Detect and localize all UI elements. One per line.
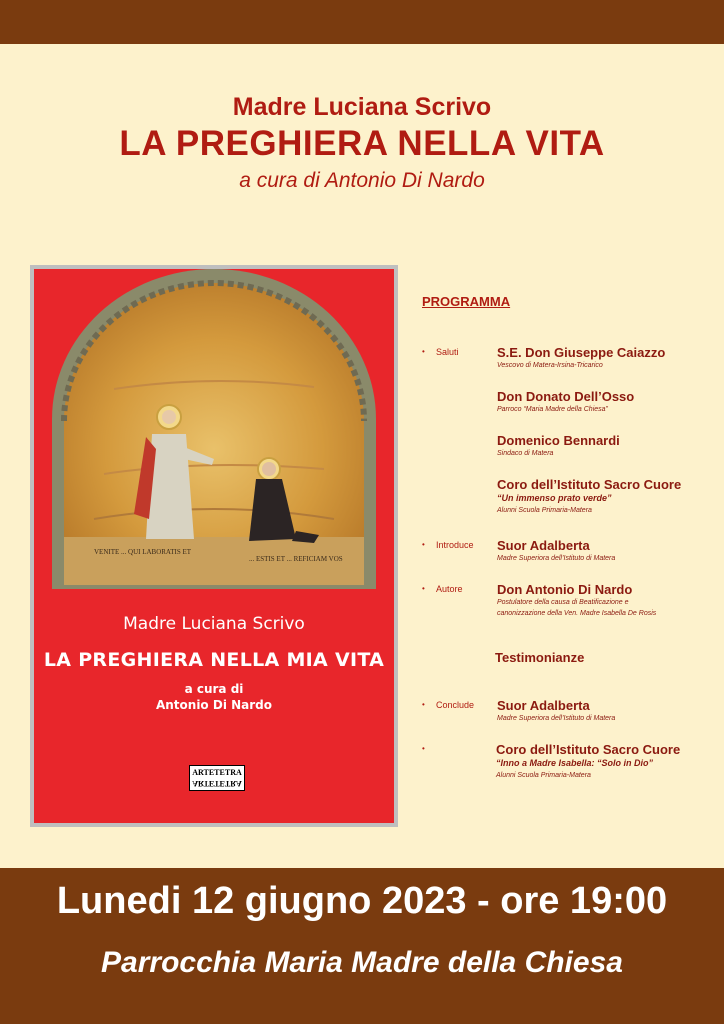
bullet-icon: •: [422, 700, 425, 709]
speaker-title: Madre Superiora dell’Istituto di Matera: [497, 715, 616, 722]
bullet-icon: •: [422, 540, 425, 549]
book-cover-curator: [34, 681, 394, 713]
book-cover-curator-line1: a cura di: [184, 682, 244, 696]
bullet-icon: •: [422, 347, 425, 356]
publisher-logo: [189, 765, 245, 791]
speaker-title: Alunni Scuola Primaria-Matera: [497, 507, 592, 514]
book-cover-curator-line2: Antonio Di Nardo: [155, 698, 273, 712]
bottom-banner: [0, 868, 724, 1024]
speaker-name: Coro dell’Istituto Sacro Cuore: [496, 742, 681, 757]
speaker-name: Domenico Bennardi: [497, 433, 620, 448]
entry-coro2: [496, 742, 680, 781]
role-autore: Autore: [436, 584, 463, 594]
painting-inscription-right: ... ESTIS ET ... REFICIAM VOS: [249, 555, 343, 563]
role-conclude: Conclude: [436, 700, 475, 710]
event-date: Lunedi 12 giugno 2023 - ore 19:00: [56, 880, 668, 922]
entry-bennardi: [497, 433, 620, 459]
speaker-name: Don Donato Dell’Osso: [497, 389, 635, 404]
book-cover-title: LA PREGHIERA NELLA MIA VITA: [43, 649, 385, 671]
speaker-title: Sindaco di Matera: [497, 450, 554, 457]
book-cover: [30, 265, 398, 827]
entry-adalberta1: [497, 538, 615, 564]
speaker-title: Vescovo di Matera-Irsina-Tricarico: [497, 362, 603, 369]
speaker-name: Don Antonio Di Nardo: [497, 582, 633, 597]
role-introduce: Introduce: [436, 540, 474, 550]
title-block: [0, 92, 724, 196]
speaker-title-line2: canonizzazione della Ven. Madre Isabella De Rosis: [497, 610, 657, 617]
entry-caiazzo: [497, 345, 665, 371]
book-cover-painting: [34, 269, 394, 599]
header-title: LA PREGHIERA NELLA VITA: [119, 124, 605, 163]
top-banner: [0, 0, 724, 44]
program-heading: PROGRAMMA: [422, 294, 511, 309]
testimonianze-heading: Testimonianze: [495, 650, 585, 665]
entry-dellosso: [497, 389, 634, 415]
role-saluti: Saluti: [436, 347, 459, 357]
speaker-title: Alunni Scuola Primaria-Matera: [496, 772, 591, 779]
bullet-icon: •: [422, 584, 425, 593]
song-title: “Inno a Madre Isabella: “Solo in Dio”: [496, 758, 654, 768]
speaker-name: Coro dell’Istituto Sacro Cuore: [497, 477, 682, 492]
speaker-name: Suor Adalberta: [497, 538, 590, 553]
event-place: Parrocchia Maria Madre della Chiesa: [101, 946, 623, 979]
entry-adalberta2: [497, 698, 615, 724]
speaker-name: Suor Adalberta: [497, 698, 590, 713]
book-cover-author: Madre Luciana Scrivo: [123, 614, 305, 634]
song-title: “Un immenso prato verde”: [497, 493, 612, 503]
speaker-name: S.E. Don Giuseppe Caiazzo: [497, 345, 666, 360]
header-curator: a cura di Antonio Di Nardo: [239, 169, 485, 192]
publisher-name-mirrored: ARTETETRA: [192, 779, 242, 788]
painting-inscription-left: VENITE ... QUI LABORATIS ET: [94, 548, 192, 556]
entry-coro1: [497, 477, 681, 516]
bullet-icon: •: [422, 744, 425, 753]
publisher-name: ARTETETRA: [192, 768, 242, 777]
header-author: Madre Luciana Scrivo: [232, 93, 492, 121]
speaker-title-line1: Postulatore della causa di Beatificazione e: [497, 599, 629, 606]
speaker-title: Madre Superiora dell’Istituto di Matera: [497, 555, 616, 562]
speaker-title: Parroco “Maria Madre della Chiesa”: [497, 406, 608, 413]
entry-dinardo: [497, 582, 656, 619]
